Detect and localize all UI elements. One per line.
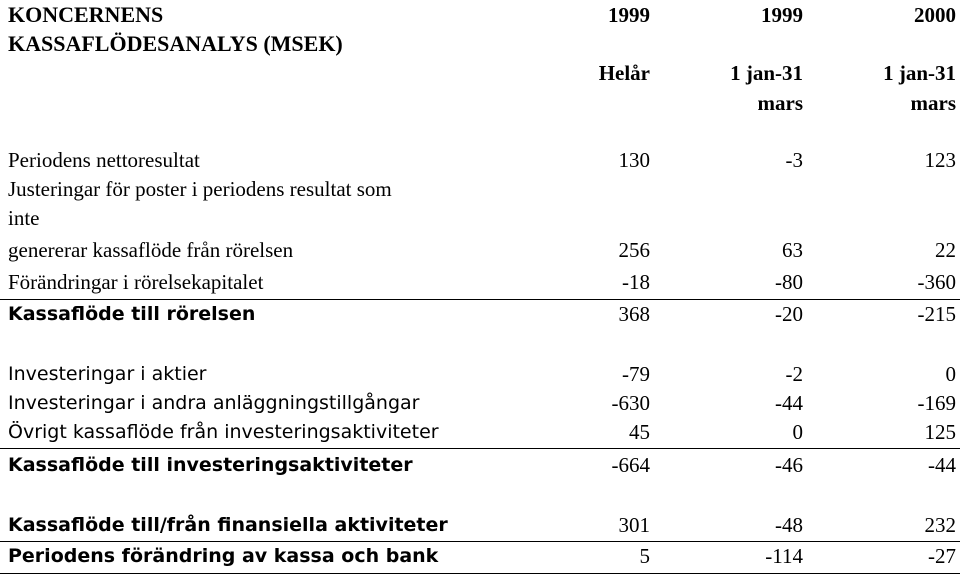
table-row [0, 360, 960, 389]
col-2-period: 1 jan-31 [730, 61, 803, 85]
row-value: -27 [928, 544, 956, 568]
row-value: -18 [622, 270, 650, 294]
col-3-period: 1 jan-31 [883, 61, 956, 85]
row-value: -44 [775, 391, 803, 415]
row-value: -2 [785, 362, 803, 386]
table-row [0, 146, 960, 175]
row-label: Förändringar i rörelsekapitalet [8, 270, 264, 294]
row-value: -360 [917, 270, 956, 294]
row-value: 123 [924, 148, 956, 172]
row-label: Investeringar i aktier [8, 363, 207, 385]
row-label: Kassaflöde till rörelsen [8, 303, 256, 325]
col-2-period-2: mars [757, 91, 803, 115]
row-value: 301 [618, 513, 650, 537]
col-3-period-2: mars [910, 91, 956, 115]
table-row [0, 418, 960, 449]
table-row [0, 389, 960, 418]
row-label: Kassaflöde till/från finansiella aktiviteter [8, 514, 448, 536]
row-value: 232 [924, 513, 956, 537]
row-value: -630 [611, 391, 650, 415]
col-2-year: 1999 [761, 3, 803, 27]
row-value: 22 [935, 238, 956, 262]
table-row-total [0, 542, 960, 574]
row-label: Kassaflöde till investeringsaktiviteter [8, 454, 413, 476]
page-title [8, 0, 343, 58]
table-row [0, 175, 960, 204]
row-value: -664 [611, 453, 650, 477]
row-label: Periodens förändring av kassa och bank [8, 545, 439, 567]
row-value: 125 [924, 420, 956, 444]
row-value: 368 [618, 302, 650, 326]
col-1-year: 1999 [608, 3, 650, 27]
row-value: -44 [928, 453, 956, 477]
row-value: -46 [775, 453, 803, 477]
row-value: -114 [765, 544, 803, 568]
table-row [0, 236, 960, 265]
row-value: 0 [792, 420, 803, 444]
row-label: Övrigt kassaflöde från investeringsaktiviteter [8, 421, 439, 443]
table-row [0, 204, 960, 233]
row-value: 0 [945, 362, 956, 386]
row-value: 5 [639, 544, 650, 568]
row-value: 45 [629, 420, 650, 444]
row-label: inte [8, 206, 40, 230]
row-label: Justeringar för poster i periodens resultat som [8, 177, 392, 201]
row-value: -48 [775, 513, 803, 537]
row-value: 130 [618, 148, 650, 172]
table-row-subtotal [0, 451, 960, 480]
row-value: -20 [775, 302, 803, 326]
row-value: -3 [785, 148, 803, 172]
row-label: Investeringar i andra anläggningstillgångar [8, 392, 420, 414]
row-value: 63 [782, 238, 803, 262]
title-line-2: KASSAFLÖDESANALYS (MSEK) [8, 31, 343, 56]
row-value: -80 [775, 270, 803, 294]
table-row [0, 268, 960, 300]
row-value: -169 [917, 391, 956, 415]
row-label: genererar kassaflöde från rörelsen [8, 238, 294, 262]
row-value: -215 [917, 302, 956, 326]
col-3-year: 2000 [914, 3, 956, 27]
col-1-period: Helår [598, 61, 650, 85]
row-value: 256 [618, 238, 650, 262]
table-row-subtotal [0, 300, 960, 329]
row-value: -79 [622, 362, 650, 386]
table-row-total [0, 511, 960, 542]
row-label: Periodens nettoresultat [8, 148, 200, 172]
title-line-1: KONCERNENS [8, 2, 164, 27]
